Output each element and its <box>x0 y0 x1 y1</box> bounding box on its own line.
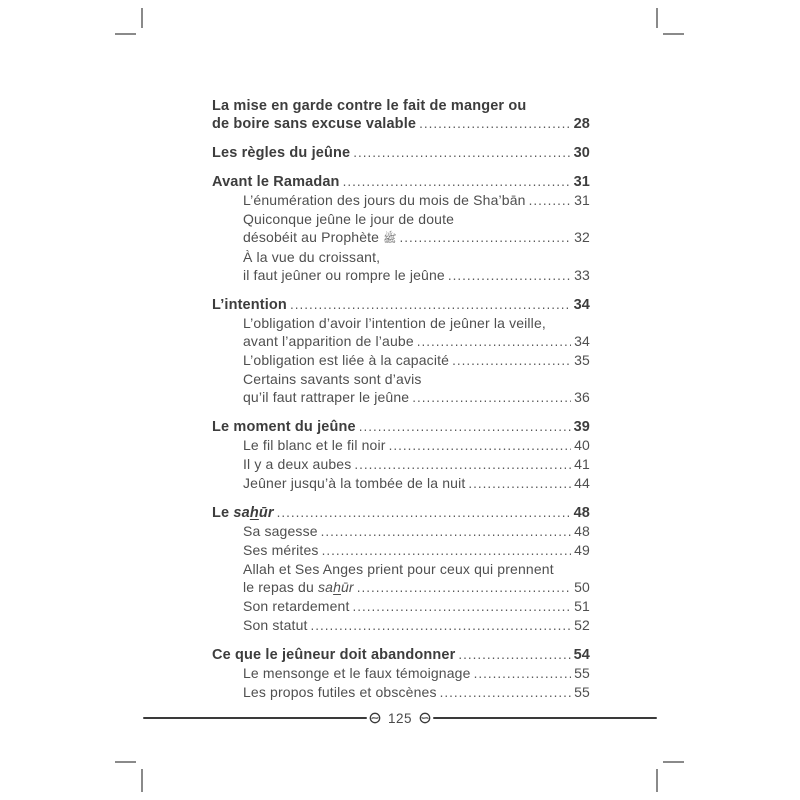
text-segment: Son statut <box>243 617 308 633</box>
text-segment: ūr <box>341 579 354 595</box>
toc-entry-text <box>212 98 526 114</box>
text-segment: À la vue du croissant, <box>243 249 381 265</box>
text-segment: L’obligation d’avoir l’intention de jeûner la veille, <box>243 315 546 331</box>
text-segment: Certains savants sont d’avis <box>243 371 422 387</box>
toc-entry-leader-line <box>243 683 590 702</box>
toc-entry-text <box>243 436 386 454</box>
text-segment: Ses mérites <box>243 542 319 558</box>
entry-page-number: 48 <box>573 505 590 521</box>
toc-entry-line <box>243 210 590 228</box>
dot-leader <box>445 267 571 285</box>
crop-mark-bottom-right-horizontal <box>663 761 684 763</box>
toc-entry <box>212 370 590 407</box>
dot-leader <box>319 542 572 560</box>
toc-entry-line <box>212 97 590 115</box>
toc-entry-text <box>243 474 465 492</box>
entry-page-number: 41 <box>574 456 590 472</box>
toc-entry <box>212 296 590 314</box>
entry-page-number: 49 <box>574 542 590 558</box>
entry-page-number: 34 <box>573 297 590 313</box>
toc-entry <box>212 646 590 664</box>
toc-entry <box>212 436 590 455</box>
toc-entry-leader-line <box>243 388 590 407</box>
crop-mark-bottom-right-vertical <box>656 769 658 792</box>
footer-rule-left <box>143 717 367 720</box>
entry-page-number: 28 <box>573 116 590 132</box>
toc-entry-text <box>243 211 454 227</box>
text-segment: Le mensonge et le faux témoignage <box>243 665 471 681</box>
entry-page-number: 31 <box>573 174 590 190</box>
text-segment: L’intention <box>212 297 287 313</box>
text-segment: Le fil blanc et le fil noir <box>243 437 386 453</box>
footer-center <box>367 711 433 726</box>
table-of-contents <box>212 97 590 702</box>
toc-entry-leader-line <box>212 418 590 436</box>
toc-entry <box>212 191 590 210</box>
dot-leader <box>350 598 572 616</box>
dot-leader <box>351 456 571 474</box>
toc-entry <box>212 541 590 560</box>
rosette-ornament-icon <box>369 712 381 724</box>
toc-entry <box>212 455 590 474</box>
folio-page-number: 125 <box>387 710 413 726</box>
toc-entry-text <box>243 249 380 265</box>
entry-page-number: 32 <box>574 229 590 245</box>
toc-entry <box>212 144 590 162</box>
toc-entry-text <box>243 332 414 350</box>
toc-entry-leader-line <box>212 296 590 314</box>
dot-leader <box>526 192 572 210</box>
text-segment: Le <box>212 505 234 521</box>
dot-leader <box>340 173 571 191</box>
entry-page-number: 50 <box>574 579 590 595</box>
toc-entry <box>212 664 590 683</box>
toc-entry-leader-line <box>243 228 590 248</box>
dot-leader <box>386 437 572 455</box>
text-segment: de boire sans excuse valable <box>212 116 417 132</box>
entry-page-number: 54 <box>573 647 590 663</box>
entry-page-number: 48 <box>574 523 590 539</box>
toc-entry-text <box>243 315 546 331</box>
text-segment: sa <box>233 505 250 521</box>
toc-entry-leader-line <box>243 266 590 285</box>
entry-page-number: 35 <box>574 352 590 368</box>
toc-entry-text <box>243 597 350 615</box>
toc-entry-leader-line <box>243 332 590 351</box>
entry-page-number: 30 <box>573 145 590 161</box>
toc-entry-leader-line <box>243 616 590 635</box>
crop-mark-bottom-left-vertical <box>141 769 143 792</box>
toc-entry-line <box>243 560 590 578</box>
toc-entry-leader-line <box>212 115 590 133</box>
toc-entry-text <box>212 296 287 314</box>
text-segment: il faut jeûner ou rompre le jeûne <box>243 267 445 283</box>
toc-entry-text <box>243 541 319 559</box>
entry-page-number: 52 <box>574 617 590 633</box>
toc-entry <box>212 97 590 133</box>
text-segment: Allah et Ses Anges prient pour ceux qui prennent <box>243 561 554 577</box>
toc-entry <box>212 173 590 191</box>
entry-page-number: 36 <box>574 389 590 405</box>
toc-entry <box>212 248 590 285</box>
toc-entry-leader-line <box>243 541 590 560</box>
toc-entry-text <box>212 504 274 522</box>
toc-entry-text <box>243 561 554 577</box>
toc-entry-line <box>243 370 590 388</box>
toc-entry-text <box>243 664 471 682</box>
dot-leader <box>414 333 571 351</box>
toc-entry <box>212 616 590 635</box>
text-segment: Les propos futiles et obscènes <box>243 684 437 700</box>
toc-entry-text <box>212 173 340 191</box>
text-segment: Avant le Ramadan <box>212 174 340 190</box>
dot-leader <box>308 617 572 635</box>
toc-entry-leader-line <box>243 522 590 541</box>
text-segment: Sa sagesse <box>243 523 318 539</box>
toc-entry-text <box>243 191 526 209</box>
text-segment: Les règles du jeûne <box>212 145 351 161</box>
dot-leader <box>354 579 571 597</box>
toc-entry <box>212 683 590 702</box>
toc-entry <box>212 522 590 541</box>
toc-entry-leader-line <box>243 351 590 370</box>
toc-entry-leader-line <box>243 597 590 616</box>
toc-entry-text <box>243 388 409 406</box>
toc-entry-text <box>243 371 422 387</box>
entry-page-number: 34 <box>574 333 590 349</box>
toc-entry <box>212 597 590 616</box>
toc-entry-text <box>243 578 354 596</box>
entry-page-number: 33 <box>574 267 590 283</box>
entry-page-number: 55 <box>574 684 590 700</box>
toc-entry <box>212 210 590 248</box>
dot-leader <box>318 523 571 541</box>
crop-mark-top-right-horizontal <box>663 33 684 35</box>
entry-page-number: 51 <box>574 598 590 614</box>
toc-entry-line <box>243 314 590 332</box>
text-segment: sa <box>317 579 334 595</box>
dot-leader <box>350 144 570 162</box>
toc-entry-text <box>243 455 351 473</box>
entry-page-number: 31 <box>574 192 590 208</box>
toc-entry <box>212 351 590 370</box>
dot-leader <box>409 389 571 407</box>
toc-entry-line <box>243 248 590 266</box>
toc-entry <box>212 504 590 522</box>
dot-leader <box>356 418 571 436</box>
crop-mark-top-left-vertical <box>141 8 143 28</box>
toc-entry-leader-line <box>243 664 590 683</box>
dot-leader <box>416 115 570 133</box>
crop-mark-top-left-horizontal <box>115 33 136 35</box>
dot-leader <box>455 646 570 664</box>
dot-leader <box>449 352 571 370</box>
crop-mark-top-right-vertical <box>656 8 658 28</box>
text-segment: désobéit au Prophète <box>243 229 384 245</box>
dot-leader <box>287 296 571 314</box>
toc-entry-leader-line <box>243 578 590 597</box>
text-segment: Jeûner jusqu’à la tombée de la nuit <box>243 475 466 491</box>
text-segment: h <box>333 579 341 595</box>
text-segment: Il y a deux aubes <box>243 456 352 472</box>
page-footer <box>143 708 657 728</box>
crop-mark-bottom-left-horizontal <box>115 761 136 763</box>
toc-entry-text <box>212 418 356 436</box>
rosette-ornament-icon <box>419 712 431 724</box>
text-segment: L’énumération des jours du mois de Sha’bān <box>243 192 526 208</box>
text-segment: L’obligation est liée à la capacité <box>243 352 450 368</box>
text-segment: La mise en garde contre le fait de manger ou <box>212 98 527 114</box>
text-segment: Ce que le jeûneur doit abandonner <box>212 647 456 663</box>
toc-entry-text <box>212 646 455 664</box>
text-segment: ūr <box>258 505 274 521</box>
entry-page-number: 40 <box>574 437 590 453</box>
dot-leader <box>465 475 571 493</box>
text-segment: h <box>249 505 259 521</box>
toc-entry-text <box>243 683 437 701</box>
toc-entry-text <box>243 522 318 540</box>
toc-entry <box>212 474 590 493</box>
dot-leader <box>274 504 571 522</box>
toc-entry-text <box>243 351 449 369</box>
entry-page-number: 39 <box>573 419 590 435</box>
toc-entry-leader-line <box>212 504 590 522</box>
toc-entry <box>212 418 590 436</box>
toc-entry-leader-line <box>212 173 590 191</box>
toc-entry-text <box>243 266 445 284</box>
toc-entry-text <box>212 144 350 162</box>
dot-leader <box>437 684 572 702</box>
text-segment: avant l’apparition de l’aube <box>243 333 414 349</box>
text-segment: le repas du <box>243 579 318 595</box>
toc-entry-leader-line <box>243 436 590 455</box>
text-segment: Quiconque jeûne le jour de doute <box>243 211 455 227</box>
text-segment: Son retardement <box>243 598 350 614</box>
toc-entry-text <box>212 115 416 133</box>
footer-rule-right <box>433 717 657 720</box>
toc-entry-leader-line <box>212 144 590 162</box>
toc-entry <box>212 314 590 351</box>
toc-entry-leader-line <box>212 646 590 664</box>
toc-entry-leader-line <box>243 455 590 474</box>
toc-entry-text <box>243 616 308 634</box>
entry-page-number: 55 <box>574 665 590 681</box>
text-segment: Le moment du jeûne <box>212 419 356 435</box>
prophet-saws-symbol: ﷺ <box>383 233 397 245</box>
toc-entry-leader-line <box>243 191 590 210</box>
toc-entry <box>212 560 590 597</box>
toc-entry-leader-line <box>243 474 590 493</box>
text-segment: qu’il faut rattraper le jeûne <box>243 389 410 405</box>
dot-leader <box>396 229 571 247</box>
toc-entry-text <box>243 228 396 248</box>
entry-page-number: 44 <box>574 475 590 491</box>
dot-leader <box>471 665 572 683</box>
